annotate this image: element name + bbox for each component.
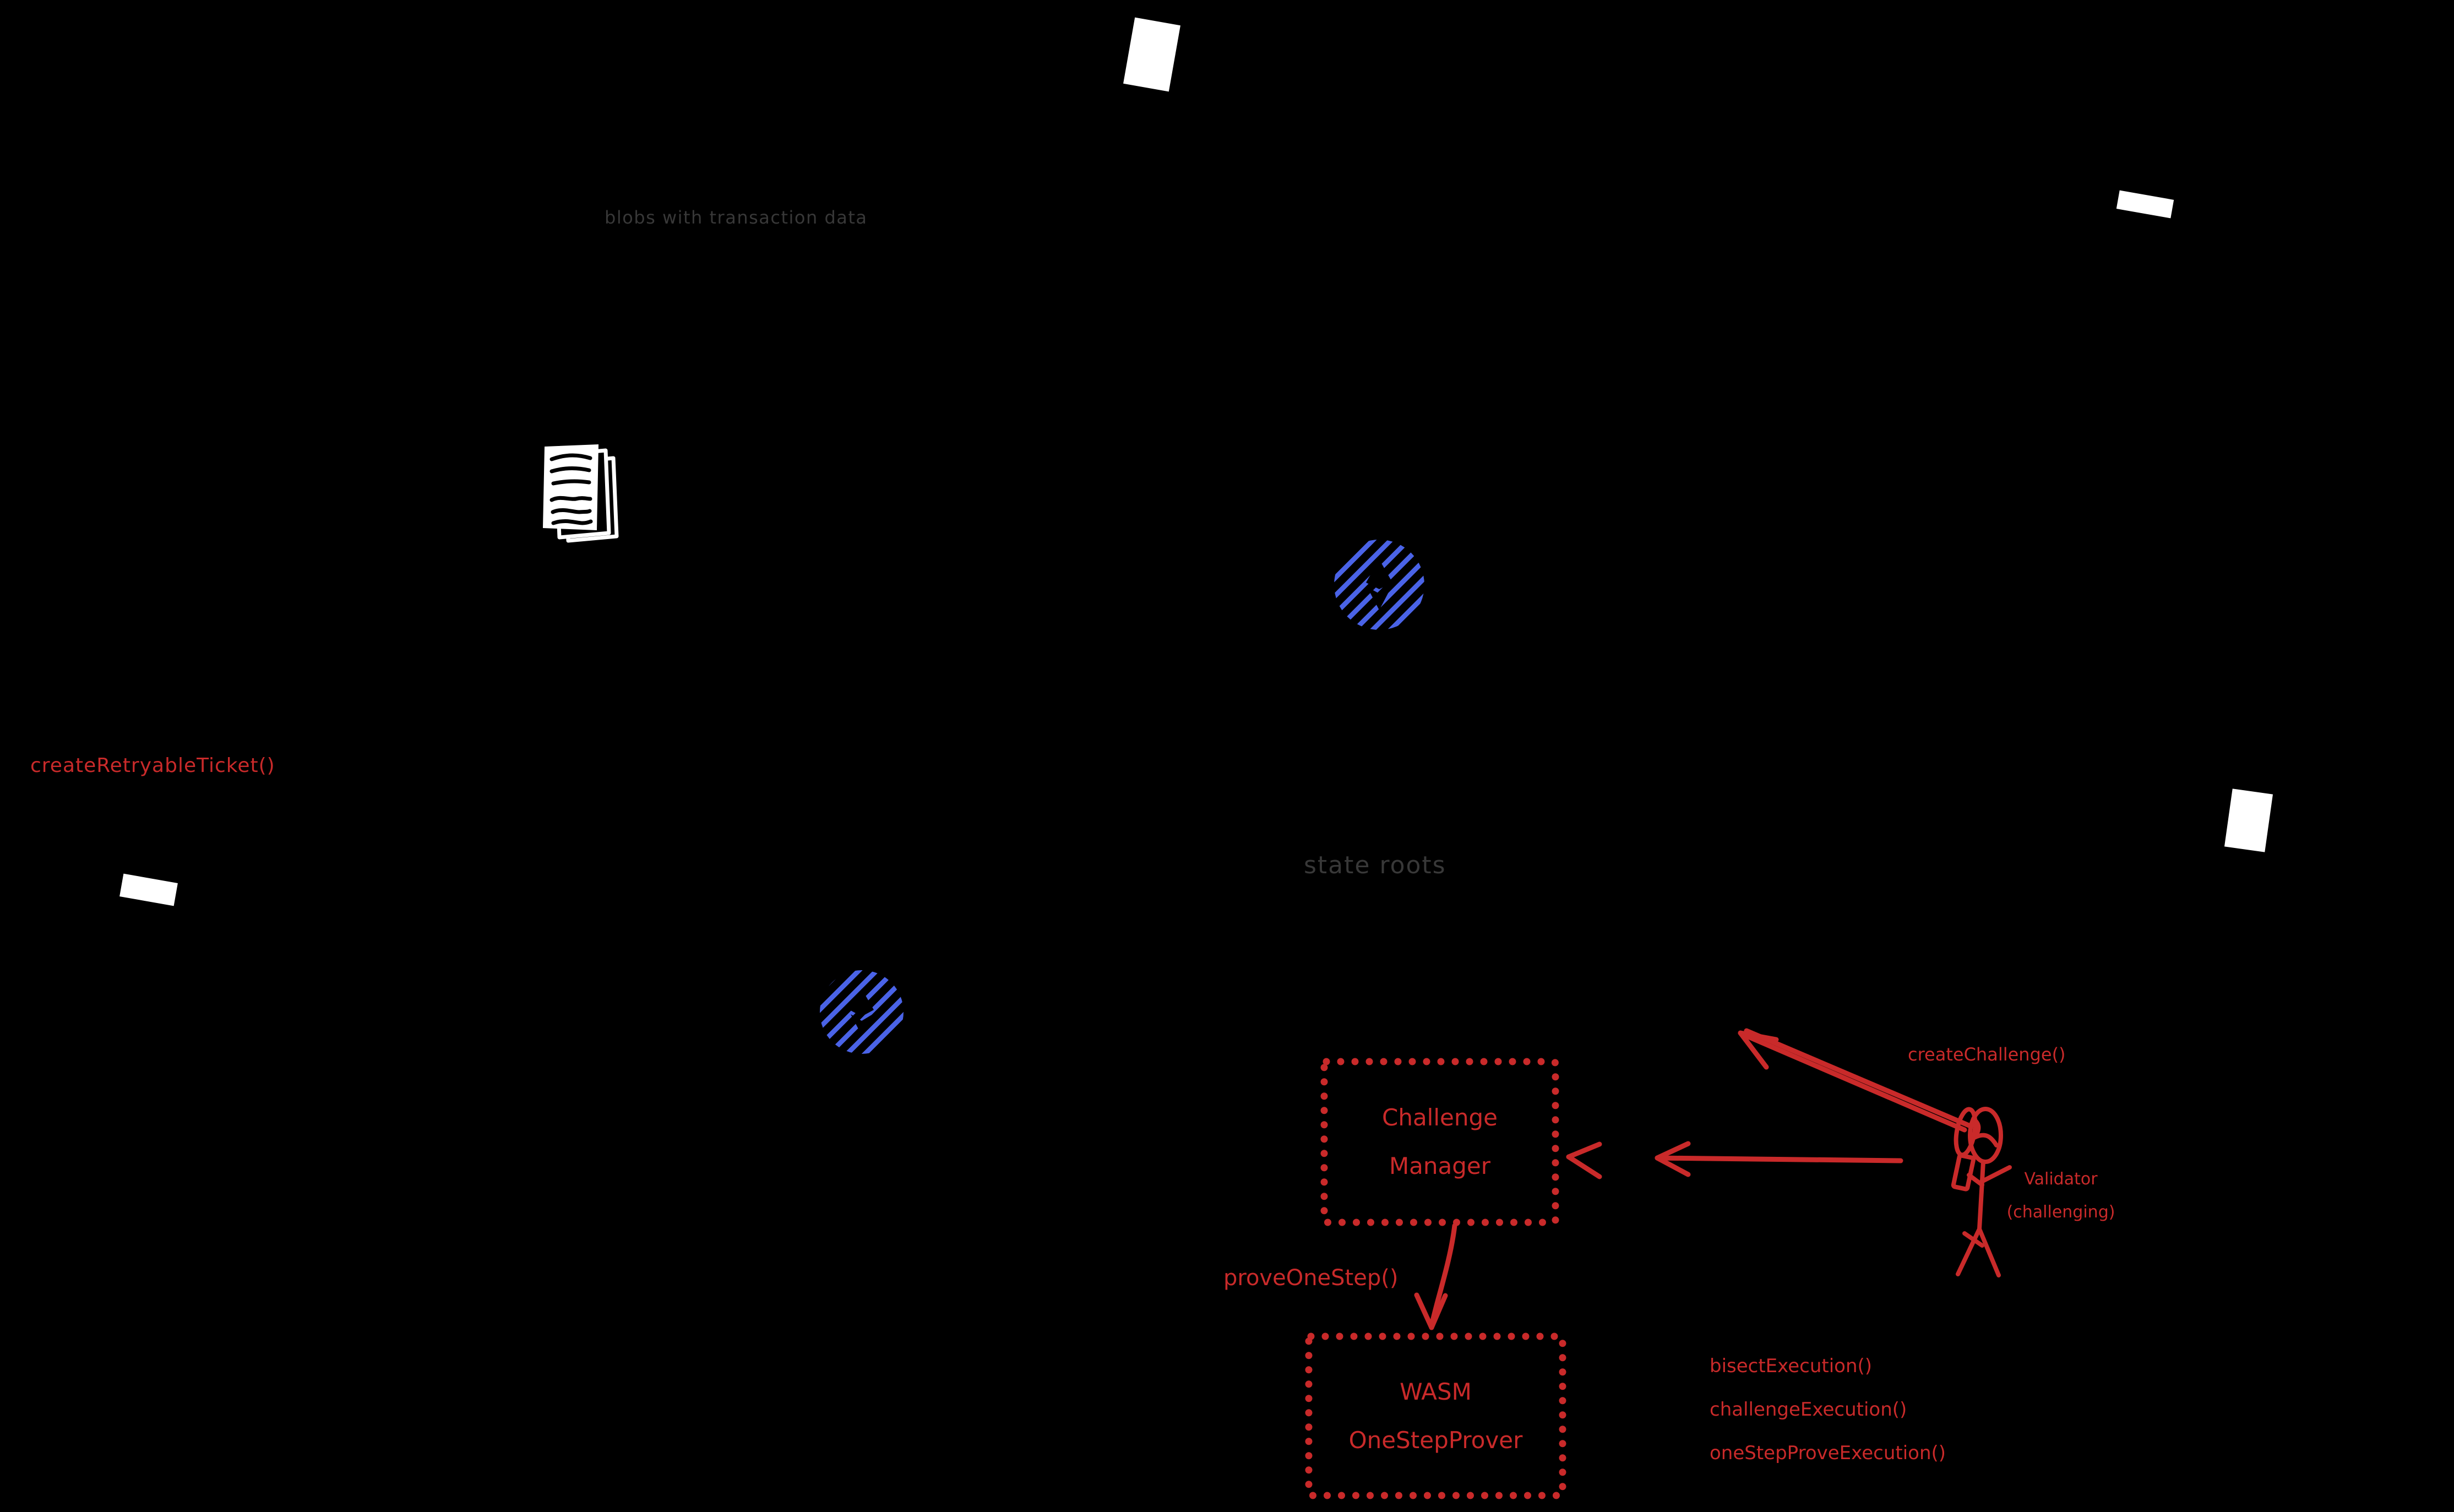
- validator-role: (challenging): [2006, 1203, 2115, 1222]
- challenge-manager-box: [1319, 1057, 1560, 1227]
- create-retryable-ticket-label: createRetryableTicket(): [30, 754, 275, 777]
- white-card-left: [119, 874, 178, 906]
- transaction-batch-document-icon: [529, 435, 633, 556]
- eth-node-icon: [820, 970, 904, 1054]
- white-card-top: [1123, 18, 1180, 92]
- prove-one-step-arrow: [1417, 1226, 1455, 1328]
- challenge-manager-label: Challenge Manager: [1382, 1104, 1498, 1179]
- white-card-top-right: [2116, 191, 2174, 219]
- validator-to-challenge-manager-arrow: [1569, 1144, 1901, 1177]
- challenge-calls-list: [1710, 1345, 1946, 1475]
- wasm-one-step-prover-box: [1304, 1331, 1568, 1500]
- create-challenge-label: createChallenge(): [1908, 1044, 2066, 1065]
- eth-diamond-icon: [820, 970, 904, 1054]
- bisect-execution-label: bisectExecution(): [1710, 1355, 1873, 1377]
- white-card-right-middle: [2224, 788, 2273, 852]
- eth-diamond-icon: [1334, 540, 1424, 630]
- prove-one-step-label: proveOneStep(): [1223, 1265, 1399, 1291]
- validator-label: [1998, 1163, 2124, 1229]
- blobs-label: blobs with transaction data: [605, 207, 868, 228]
- wasm-one-step-prover-label: WASM OneStepProver: [1348, 1378, 1523, 1454]
- eth-node-icon: [1334, 540, 1424, 630]
- challenge-execution-label: challengeExecution(): [1710, 1399, 1907, 1421]
- state-roots-label: state roots: [1304, 851, 1446, 879]
- one-step-prove-execution-label: oneStepProveExecution(): [1710, 1442, 1946, 1464]
- validator-name: Validator: [2024, 1170, 2098, 1189]
